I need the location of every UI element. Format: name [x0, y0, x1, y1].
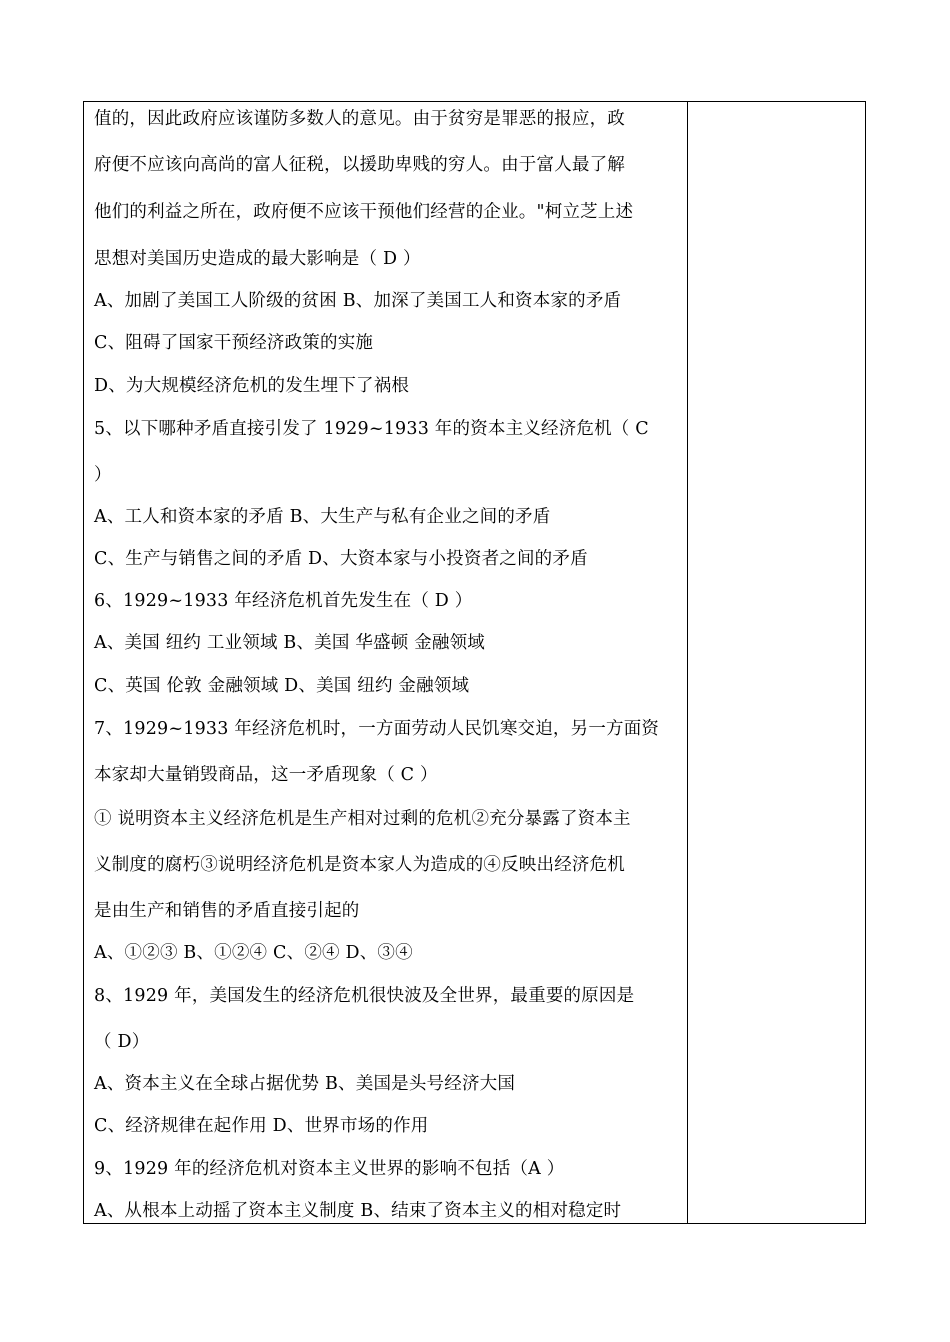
question-8: 8、1929 年，美国发生的经济危机很快波及全世界，最重要的原因是	[94, 986, 635, 1006]
text-line: ① 说明资本主义经济危机是生产相对过剩的危机②充分暴露了资本主	[94, 809, 631, 829]
question-9: 9、1929 年的经济危机对资本主义世界的影响不包括（A ）	[94, 1159, 565, 1179]
question-5: 5、以下哪种矛盾直接引发了 1929~1933 年的资本主义经济危机（ C	[94, 419, 649, 439]
text-line: ）	[94, 465, 112, 485]
text-line: 值的，因此政府应该谨防多数人的意见。由于贫穷是罪恶的报应，政	[94, 109, 625, 129]
answer-options: A、从根本上动摇了资本主义制度 B、结束了资本主义的相对稳定时	[94, 1201, 622, 1221]
text-line: 义制度的腐朽③说明经济危机是资本家人为造成的④反映出经济危机	[94, 855, 625, 875]
answer-options: C、英国 伦敦 金融领域 D、美国 纽约 金融领域	[94, 676, 470, 696]
text-line: 本家却大量销毁商品，这一矛盾现象（ C ）	[94, 765, 438, 785]
answer-options: A、①②③ B、①②④ C、②④ D、③④	[94, 943, 413, 963]
answer-options: C、经济规律在起作用 D、世界市场的作用	[94, 1116, 429, 1136]
answer-options: A、资本主义在全球占据优势 B、美国是头号经济大国	[94, 1074, 516, 1094]
question-6: 6、1929~1933 年经济危机首先发生在（ D ）	[94, 591, 473, 611]
text-line: 府便不应该向高尚的富人征税，以援助卑贱的穷人。由于富人最了解	[94, 155, 625, 175]
answer-options: A、加剧了美国工人阶级的贫困 B、加深了美国工人和资本家的矛盾	[94, 291, 622, 311]
text-line: 他们的利益之所在，政府便不应该干预他们经营的企业。"柯立芝上述	[94, 202, 634, 222]
column-divider	[687, 102, 688, 1223]
question-7: 7、1929~1933 年经济危机时，一方面劳动人民饥寒交迫，另一方面资	[94, 719, 660, 739]
answer-option: D、为大规模经济危机的发生埋下了祸根	[94, 376, 410, 396]
text-line: （ D）	[94, 1032, 150, 1052]
answer-option: C、阻碍了国家干预经济政策的实施	[94, 333, 374, 353]
answer-options: A、工人和资本家的矛盾 B、大生产与私有企业之间的矛盾	[94, 507, 551, 527]
document-table	[83, 101, 866, 1224]
text-line: 是由生产和销售的矛盾直接引起的	[94, 901, 360, 921]
answer-options: A、美国 纽约 工业领域 B、美国 华盛顿 金融领域	[94, 633, 486, 653]
answer-options: C、生产与销售之间的矛盾 D、大资本家与小投资者之间的矛盾	[94, 549, 588, 569]
text-line: 思想对美国历史造成的最大影响是（ D ）	[94, 249, 421, 269]
